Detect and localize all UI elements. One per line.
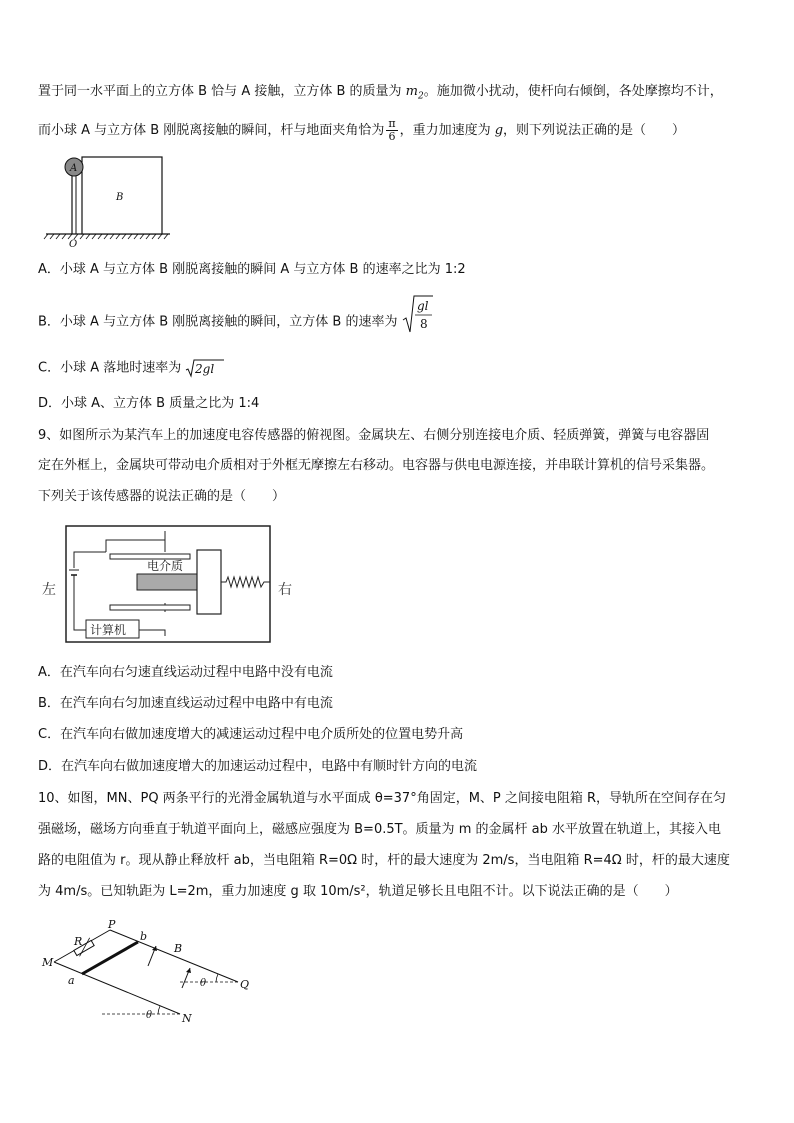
dielectric <box>137 574 197 590</box>
computer-label: 计算机 <box>90 623 127 637</box>
metal-block <box>197 550 221 614</box>
q8-figure <box>40 150 180 250</box>
q8-option-a: A．小球 A 与立方体 B 刚脱离接触的瞬间 A 与立方体 B 的速率之比为 1:2 <box>38 262 466 277</box>
q9-stem-line2: 定在外框上，金属块可带动电介质相对于外框无摩擦左右移动。电容器与供电电源连接，并串联计算机的信号采集器。 <box>38 458 715 473</box>
sqrt-expression <box>185 358 225 378</box>
q9-stem-line3: 下列关于该传感器的说法正确的是（ ） <box>38 489 286 504</box>
q8-stem-line1 <box>38 84 723 105</box>
dielectric-label: 电介质 <box>147 559 184 573</box>
q10-stem-line3: 路的电阻值为 r。现从静止释放杆 ab，当电阻箱 R=0Ω 时，杆的最大速度为 2m/s，当电阻箱 R=4Ω 时，杆的最大速度 <box>38 853 730 868</box>
label-n: N <box>182 1012 192 1025</box>
q10-stem-line2: 强磁场，磁场方向垂直于轨道平面向上，磁感应强度为 B=0.5T。质量为 m 的金属杆 ab 水平放置在轨道上，其接入电 <box>38 822 721 837</box>
rail-pq <box>110 930 238 982</box>
q8-stem-text: 置于同一水平面上的立方体 B 恰与 A 接触，立方体 B 的质量为 <box>38 84 406 99</box>
label-r: R <box>74 935 83 948</box>
q9-stem-line1: 9、如图所示为某汽车上的加速度电容传感器的俯视图。金属块左、右侧分别连接电介质、轻质弹簧，弹簧与电容器固 <box>38 428 710 443</box>
angle-numerator: π <box>388 117 396 130</box>
gravity-symbol: g <box>494 123 504 138</box>
q8-option-c <box>38 358 225 378</box>
q8-option-c-text: C．小球 A 落地时速率为 <box>38 360 182 376</box>
ball-label: A <box>70 163 78 174</box>
right-label: 右 <box>278 582 292 598</box>
label-theta1: θ <box>200 978 207 989</box>
q8-stem-text: 。施加微小扰动，使杆向右倾倒，各处摩擦均不计， <box>423 84 723 99</box>
block-label: B <box>116 192 124 203</box>
label-p: P <box>108 918 116 931</box>
q8-stem-text: ，重力加速度为 <box>399 123 495 138</box>
q8-stem-text: ，则下列说法正确的是（ ） <box>503 123 686 138</box>
q9-figure <box>40 520 300 648</box>
left-label: 左 <box>42 582 56 598</box>
q9-option-c: C．在汽车向右做加速度增大的减速运动过程中电介质所处的位置电势升高 <box>38 727 464 742</box>
capacitor-bottom-plate <box>110 605 190 610</box>
label-b-end: b <box>140 930 148 943</box>
angle-denominator: 6 <box>388 130 396 143</box>
mass-subscript: 2 <box>418 91 424 102</box>
q8-option-d: D．小球 A、立方体 B 质量之比为 1:4 <box>38 396 260 411</box>
sqrt-denominator: 8 <box>419 317 428 331</box>
q9-option-b: B．在汽车向右匀加速直线运动过程中电路中有电流 <box>38 696 333 711</box>
label-m: M <box>42 956 54 969</box>
q8-option-b <box>38 299 434 336</box>
q9-option-a: A．在汽车向右匀速直线运动过程中电路中没有电流 <box>38 665 333 680</box>
label-theta2: θ <box>146 1010 153 1021</box>
q8-option-b-text: B．小球 A 与立方体 B 刚脱离接触的瞬间，立方体 B 的速率为 <box>38 314 398 330</box>
q8-stem-text: 而小球 A 与立方体 B 刚脱离接触的瞬间，杆与地面夹角恰为 <box>38 123 385 138</box>
sqrt-radicand: 2gl <box>195 362 215 376</box>
pivot-label: O <box>69 239 78 250</box>
label-a: a <box>68 974 75 987</box>
label-q: Q <box>240 978 250 991</box>
angle-fraction <box>386 118 397 143</box>
mass-symbol: m <box>405 84 418 99</box>
spring <box>221 577 270 587</box>
q8-stem-line2 <box>38 118 685 143</box>
sqrt-numerator: gl <box>416 299 429 313</box>
q9-option-d: D．在汽车向右做加速度增大的加速运动过程中，电路中有顺时针方向的电流 <box>38 759 478 774</box>
rail-mn <box>54 962 180 1014</box>
label-b-field: B <box>174 942 183 955</box>
q10-stem-line4: 为 4m/s。已知轨距为 L=2m，重力加速度 g 取 10m/s²，轨道足够长且电阻不计。以下说法正确的是（ ） <box>38 884 678 899</box>
q10-stem-line1: 10、如图，MN、PQ 两条平行的光滑金属轨道与水平面成 θ=37°角固定，M、P 之间接电阻箱 R，导轨所在空间存在匀 <box>38 791 727 806</box>
sqrt-fraction <box>402 294 434 336</box>
q10-figure <box>40 918 270 1030</box>
